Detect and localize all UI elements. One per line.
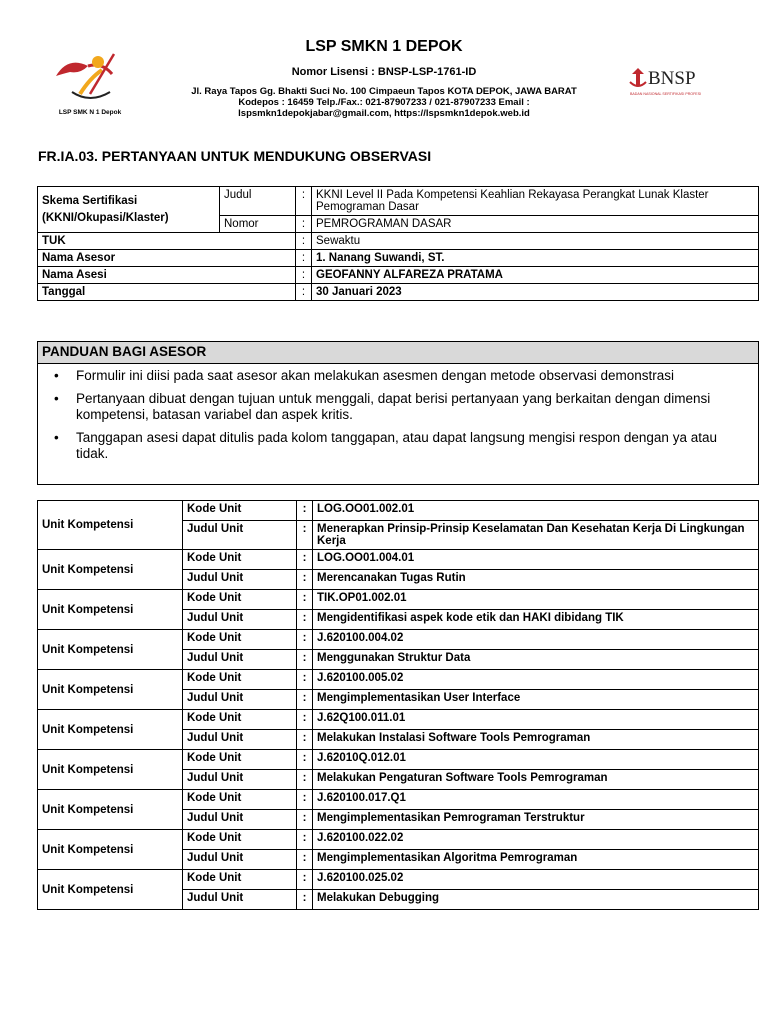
colon: : (296, 267, 312, 284)
kode-label: Kode Unit (183, 501, 297, 521)
unit-label: Unit Kompetensi (38, 830, 183, 870)
guide-list (38, 368, 758, 462)
colon: : (297, 670, 313, 690)
kode-label: Kode Unit (183, 830, 297, 850)
colon: : (297, 630, 313, 650)
unit-kode-row (38, 590, 759, 610)
asesi-value: GEOFANNY ALFAREZA PRATAMA (312, 267, 759, 284)
bnsp-logo-subtext: BADAN NASIONAL SERTIFIKASI PROFESI (630, 92, 702, 96)
kode-label: Kode Unit (183, 870, 297, 890)
judul-unit-value: Menerapkan Prinsip-Prinsip Keselamatan Dan Kesehatan Kerja Di Lingkungan Kerja (313, 521, 759, 550)
kode-value: J.620100.025.02 (313, 870, 759, 890)
form-title: FR.IA.03. PERTANYAAN UNTUK MENDUKUNG OBSERVASI (38, 148, 432, 164)
judul-unit-label: Judul Unit (183, 850, 297, 870)
contact-line: Kodepos : 16459 Telp./Fax.: 021-87907233 / 021-87907233 Email : (238, 97, 530, 108)
unit-kode-row (38, 830, 759, 850)
unit-label: Unit Kompetensi (38, 870, 183, 910)
kode-label: Kode Unit (183, 750, 297, 770)
colon: : (296, 284, 312, 301)
unit-kode-row (38, 750, 759, 770)
judul-unit-label: Judul Unit (183, 890, 297, 910)
kode-value: J.620100.004.02 (313, 630, 759, 650)
guide-item: • Pertanyaan dibuat dengan tujuan untuk menggali, dapat berisi pertanyaan yang berkaitan dengan dimensi kompetensi, batasan variabel dan aspek kritis. (38, 391, 758, 423)
unit-label: Unit Kompetensi (38, 670, 183, 710)
guide-item: • Formulir ini diisi pada saat asesor akan melakukan asesmen dengan metode observasi demonstrasi (38, 368, 758, 384)
kode-value: J.62Q100.011.01 (313, 710, 759, 730)
kode-value: J.620100.017.Q1 (313, 790, 759, 810)
bnsp-logo (628, 60, 728, 100)
colon: : (297, 590, 313, 610)
lsp-logo-text: LSP SMK N 1 Depok (58, 109, 122, 116)
unit-label: Unit Kompetensi (38, 790, 183, 830)
colon: : (297, 710, 313, 730)
unit-kode-row (38, 501, 759, 521)
lsp-logo (50, 48, 130, 120)
nomor-label: Nomor (220, 216, 296, 233)
judul-unit-value: Menggunakan Struktur Data (313, 650, 759, 670)
unit-label: Unit Kompetensi (38, 550, 183, 590)
unit-label: Unit Kompetensi (38, 590, 183, 630)
tanggal-value: 30 Januari 2023 (312, 284, 759, 301)
judul-unit-value: Mengimplementasikan User Interface (313, 690, 759, 710)
tuk-label: TUK (38, 233, 296, 250)
judul-unit-value: Mengimplementasikan Pemrograman Terstruktur (313, 810, 759, 830)
email-web-line: lspsmkn1depokjabar@gmail.com, https://lspsmkn1depok.web.id (238, 108, 530, 119)
kode-label: Kode Unit (183, 630, 297, 650)
judul-unit-label: Judul Unit (183, 770, 297, 790)
colon: : (297, 610, 313, 630)
unit-label: Unit Kompetensi (38, 750, 183, 790)
kode-value: J.62010Q.012.01 (313, 750, 759, 770)
tuk-value: Sewaktu (312, 233, 759, 250)
judul-unit-label: Judul Unit (183, 521, 297, 550)
colon: : (296, 250, 312, 267)
judul-unit-value: Mengidentifikasi aspek kode etik dan HAKI dibidang TIK (313, 610, 759, 630)
judul-unit-label: Judul Unit (183, 610, 297, 630)
kode-value: J.620100.005.02 (313, 670, 759, 690)
guide-title: PANDUAN BAGI ASESOR (38, 342, 758, 364)
colon: : (297, 870, 313, 890)
kode-value: J.620100.022.02 (313, 830, 759, 850)
colon: : (297, 770, 313, 790)
kode-label: Kode Unit (183, 590, 297, 610)
asesor-value: 1. Nanang Suwandi, ST. (312, 250, 759, 267)
kode-value: LOG.OO01.004.01 (313, 550, 759, 570)
colon: : (297, 570, 313, 590)
assessor-guide (37, 341, 759, 485)
colon: : (297, 650, 313, 670)
address-block (160, 86, 608, 119)
colon: : (297, 810, 313, 830)
asesor-label: Nama Asesor (38, 250, 296, 267)
judul-unit-label: Judul Unit (183, 730, 297, 750)
kode-value: TIK.OP01.002.01 (313, 590, 759, 610)
kode-label: Kode Unit (183, 550, 297, 570)
unit-label: Unit Kompetensi (38, 630, 183, 670)
license-number: Nomor Lisensi : BNSP-LSP-1761-ID (291, 66, 477, 78)
judul-unit-label: Judul Unit (183, 650, 297, 670)
colon: : (296, 233, 312, 250)
tanggal-label: Tanggal (38, 284, 296, 301)
unit-kode-row (38, 550, 759, 570)
colon: : (297, 501, 313, 521)
institution-title: LSP SMKN 1 DEPOK (305, 38, 463, 55)
colon: : (297, 790, 313, 810)
nomor-value: PEMROGRAMAN DASAR (312, 216, 759, 233)
asesi-label: Nama Asesi (38, 267, 296, 284)
colon: : (297, 850, 313, 870)
judul-unit-value: Melakukan Instalasi Software Tools Pemrograman (313, 730, 759, 750)
judul-unit-value: Mengimplementasikan Algoritma Pemrograman (313, 850, 759, 870)
judul-unit-label: Judul Unit (183, 570, 297, 590)
colon: : (297, 690, 313, 710)
colon: : (297, 830, 313, 850)
kode-label: Kode Unit (183, 670, 297, 690)
colon: : (297, 730, 313, 750)
judul-unit-value: Merencanakan Tugas Rutin (313, 570, 759, 590)
kode-label: Kode Unit (183, 790, 297, 810)
guide-item: • Tanggapan asesi dapat ditulis pada kolom tanggapan, atau dapat langsung mengisi respon dengan ya atau tidak. (38, 430, 758, 462)
judul-unit-value: Melakukan Debugging (313, 890, 759, 910)
judul-unit-label: Judul Unit (183, 690, 297, 710)
scheme-label: Skema Sertifikasi (KKNI/Okupasi/Klaster) (38, 187, 220, 233)
unit-kode-row (38, 670, 759, 690)
unit-kode-row (38, 870, 759, 890)
colon: : (296, 216, 312, 233)
judul-unit-value: Melakukan Pengaturan Software Tools Pemrograman (313, 770, 759, 790)
colon: : (297, 890, 313, 910)
colon: : (296, 187, 312, 216)
unit-kode-row (38, 790, 759, 810)
judul-label: Judul (220, 187, 296, 216)
scheme-info-table (37, 186, 759, 301)
unit-kode-row (38, 630, 759, 650)
judul-unit-label: Judul Unit (183, 810, 297, 830)
unit-label: Unit Kompetensi (38, 501, 183, 550)
colon: : (297, 550, 313, 570)
colon: : (297, 521, 313, 550)
unit-label: Unit Kompetensi (38, 710, 183, 750)
address-line: Jl. Raya Tapos Gg. Bhakti Suci No. 100 Cimpaeun Tapos KOTA DEPOK, JAWA BARAT (191, 86, 577, 97)
kode-value: LOG.OO01.002.01 (313, 501, 759, 521)
unit-kode-row (38, 710, 759, 730)
judul-value: KKNI Level II Pada Kompetensi Keahlian Rekayasa Perangkat Lunak Klaster Pemograman Dasar (312, 187, 759, 216)
kode-label: Kode Unit (183, 710, 297, 730)
bnsp-logo-text: BNSP (648, 68, 696, 89)
competency-units-table (37, 500, 759, 910)
colon: : (297, 750, 313, 770)
